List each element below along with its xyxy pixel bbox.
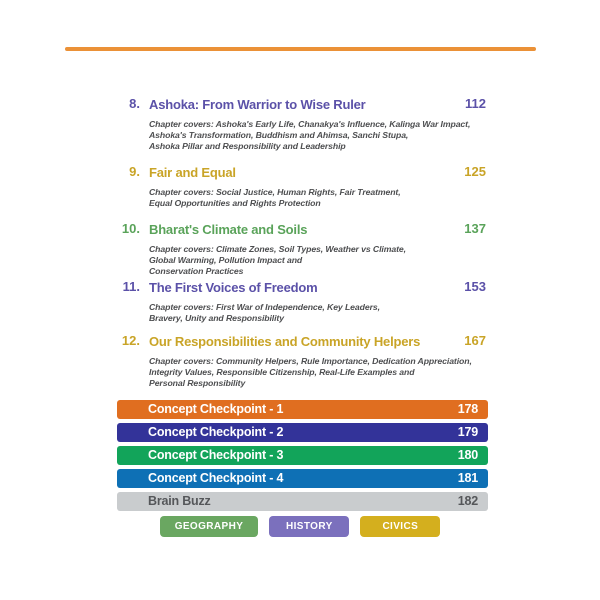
checkpoint-row-1[interactable] — [117, 400, 488, 419]
chapter-covers-line: Conservation Practices — [149, 265, 244, 276]
chapter-page-number: 137 — [464, 220, 486, 236]
chapter-number: 12. — [121, 332, 140, 348]
subject-tag-civics[interactable]: CIVICS — [360, 516, 440, 537]
checkpoint-label: Concept Checkpoint - 2 — [148, 425, 284, 439]
chapter-covers-line: Personal Responsibility — [149, 377, 246, 388]
toc-chapter-10 — [107, 221, 486, 276]
chapter-covers — [149, 302, 486, 324]
chapter-title-link[interactable]: Ashoka: From Warrior to Wise Ruler — [149, 97, 366, 112]
chapter-number: 11. — [122, 279, 140, 295]
toc-chapter-12 — [107, 333, 486, 388]
checkpoint-row-2[interactable] — [117, 423, 488, 442]
subject-tag-row — [0, 516, 600, 537]
chapter-title-link[interactable]: Bharat's Climate and Soils — [149, 221, 308, 237]
checkpoint-page-number: 181 — [457, 471, 478, 485]
chapter-number: 10. — [121, 220, 140, 236]
chapter-page-number: 167 — [464, 332, 486, 348]
chapter-number: 8. — [129, 96, 140, 111]
chapter-page-number: 125 — [464, 164, 486, 180]
checkpoint-row-3[interactable] — [117, 446, 488, 465]
chapter-title-link[interactable]: Our Responsibilities and Community Helpers — [149, 333, 421, 349]
chapter-title-link[interactable]: Fair and Equal — [149, 165, 236, 181]
chapter-title-link[interactable]: The First Voices of Freedom — [149, 280, 318, 296]
chapter-covers-line: Bravery, Unity and Responsibility — [149, 313, 284, 324]
chapter-page-number: 112 — [465, 96, 486, 111]
brain-buzz-page-number: 182 — [457, 494, 478, 508]
subject-tag-geography[interactable]: GEOGRAPHY — [160, 516, 259, 537]
checkpoint-label: Concept Checkpoint - 1 — [148, 402, 284, 416]
chapter-covers-line: Chapter covers: Community Helpers, Rule Importance, Dedication Appreciation, — [149, 355, 472, 366]
top-divider-rule — [65, 47, 536, 51]
toc-chapter-9 — [107, 164, 486, 209]
toc-list — [107, 96, 486, 388]
checkpoint-page-number: 180 — [457, 448, 478, 462]
checkpoint-row-4[interactable] — [117, 469, 488, 488]
checkpoint-list — [117, 400, 488, 515]
brain-buzz-row[interactable] — [117, 492, 488, 511]
chapter-number: 9. — [129, 164, 140, 180]
toc-chapter-11 — [107, 279, 486, 324]
chapter-covers-line: Chapter covers: First War of Independence, Key Leaders, — [149, 302, 380, 313]
chapter-covers — [149, 119, 486, 151]
toc-chapter-8 — [107, 96, 486, 151]
chapter-covers-line: Chapter covers: Climate Zones, Soil Types, Weather vs Climate, — [149, 243, 406, 254]
chapter-covers — [149, 187, 486, 209]
chapter-covers — [149, 244, 486, 276]
chapter-covers-line: Chapter covers: Ashoka's Early Life, Chanakya's Influence, Kalinga War Impact, — [149, 119, 471, 129]
chapter-page-number: 153 — [464, 279, 486, 295]
chapter-covers-line: Ashoka's Transformation, Buddhism and Ahimsa, Sanchi Stupa, — [149, 129, 409, 140]
checkpoint-label: Concept Checkpoint - 3 — [148, 448, 284, 462]
checkpoint-page-number: 178 — [457, 402, 478, 416]
chapter-covers-line: Chapter covers: Social Justice, Human Rights, Fair Treatment, — [149, 187, 401, 198]
chapter-covers-line: Global Warming, Pollution Impact and — [149, 254, 303, 265]
chapter-covers-line: Ashoka Pillar and Responsibility and Leadership — [149, 140, 346, 151]
brain-buzz-label: Brain Buzz — [148, 494, 211, 508]
subject-tag-history[interactable]: HISTORY — [269, 516, 349, 537]
chapter-covers-line: Equal Opportunities and Rights Protection — [149, 198, 321, 209]
checkpoint-label: Concept Checkpoint - 4 — [148, 471, 284, 485]
chapter-covers-line: Integrity Values, Responsible Citizenship, Real-Life Examples and — [149, 366, 415, 377]
checkpoint-page-number: 179 — [457, 425, 478, 439]
chapter-covers — [149, 356, 486, 388]
